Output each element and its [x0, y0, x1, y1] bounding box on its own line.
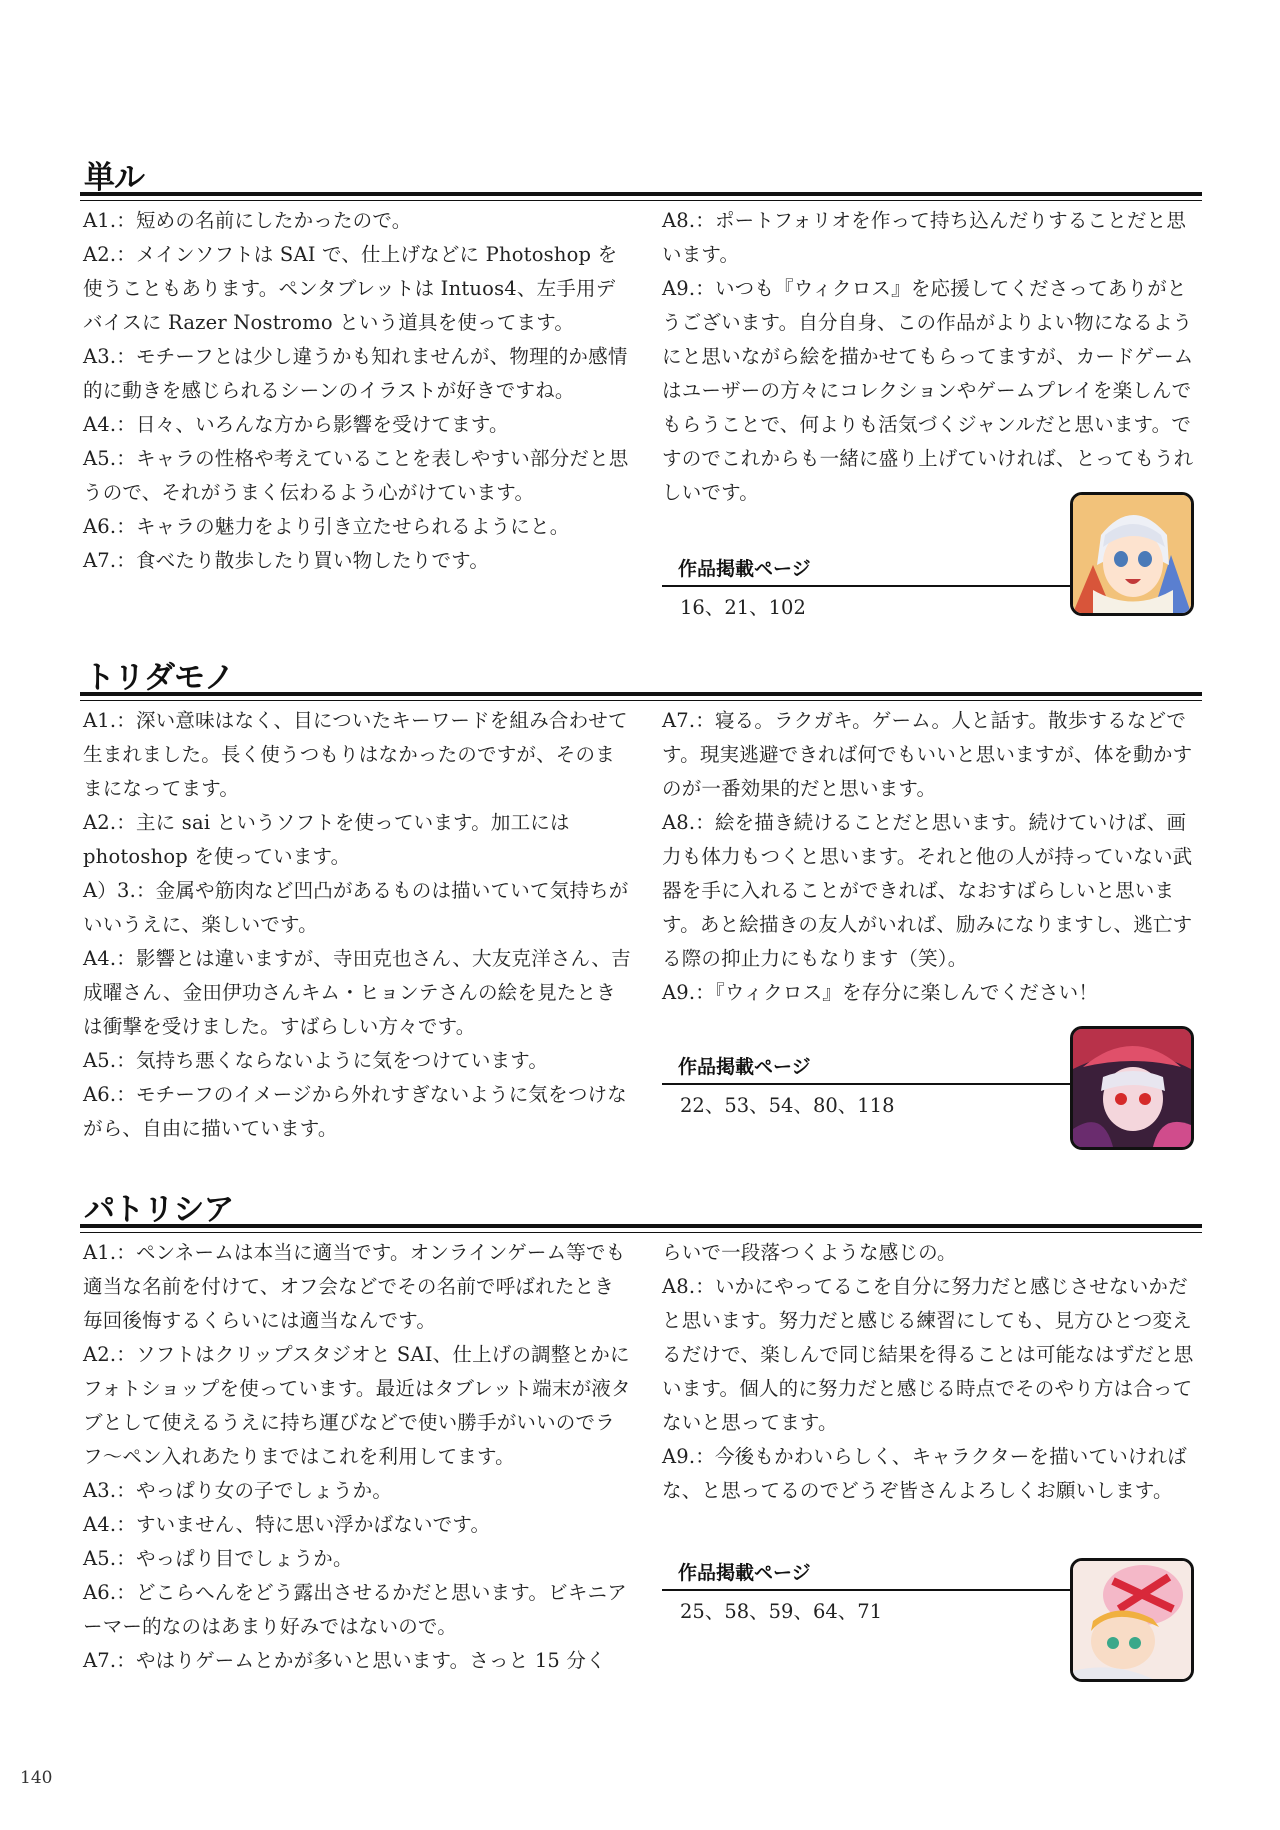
answer-a5: A5.：やっぱり目でしょうか。 — [83, 1547, 353, 1570]
published-pages-list: 16、21、102 — [680, 596, 806, 619]
published-pages-heading: 作品掲載ページ — [678, 1056, 811, 1078]
answers-left-column — [83, 1236, 631, 1678]
answer-a6: A6.：どこらへんをどう露出させるかだと思います。ビキニアーマー的なのはあまり好みではないので。 — [83, 1581, 627, 1638]
page-number: 140 — [20, 1768, 53, 1788]
published-pages-rule — [662, 585, 1082, 587]
answer-a2: A2.：主に sai というソフトを使っています。加工には photoshop を使っています。 — [83, 811, 570, 868]
published-pages-heading: 作品掲載ページ — [678, 1562, 811, 1584]
section-divider — [80, 692, 1202, 701]
answer-a6: A6.：モチーフのイメージから外れすぎないように気をつけながら、自由に描いています。 — [83, 1083, 627, 1140]
answer-a2: A2.：メインソフトは SAI で、仕上げなどに Photoshop を使うこともあります。ペンタブレットは Intuos4、左手用デバイスに Razer Nostromo という道具を使ってます。 — [83, 243, 618, 334]
answer-a1: A1.：深い意味はなく、目についたキーワードを組み合わせて生まれました。長く使うつもりはなかったのですが、そのままになってます。 — [83, 709, 628, 800]
answer-a8: A8.：絵を描き続けることだと思います。続けていけば、画力も体力もつくと思います。それと他の人が持っていない武器を手に入れることができれば、なおすばらしいと思います。あと絵描きの友人がいれば、励みになりますし、逃亡する際の抑止力にもなります（笑）。 — [662, 811, 1193, 970]
artist-thumbnail-image — [1070, 1026, 1194, 1150]
section-divider — [80, 1224, 1202, 1233]
answer-a3: A）3.：金属や筋肉など凹凸があるものは描いていて気持ちがいいうえに、楽しいです。 — [83, 879, 629, 936]
artist-name: トリダモノ — [84, 660, 234, 696]
answer-a3: A3.：やっぱり女の子でしょうか。 — [83, 1479, 393, 1502]
answer-a1: A1.：ペンネームは本当に適当です。オンラインゲーム等でも適当な名前を付けて、オフ会などでその名前で呼ばれたとき毎回後悔するくらいには適当なんです。 — [83, 1241, 626, 1332]
answer-a8: A8.：いかにやってるこを自分に努力だと感じさせないかだと思います。努力だと感じる練習にしても、見方ひとつ変えるだけで、楽しんで同じ結果を得ることは可能なはずだと思います。個人的に努力だと感じる時点でそのやり方は合ってないと思ってます。 — [662, 1275, 1194, 1434]
published-pages-list: 25、58、59、64、71 — [680, 1600, 883, 1623]
answer-a9: A9.：今後もかわいらしく、キャラクターを描いていければな、と思ってるのでどうぞ皆さんよろしくお願いします。 — [662, 1445, 1188, 1502]
answers-left-column — [83, 204, 631, 578]
answer-a4: A4.：日々、いろんな方から影響を受けてます。 — [83, 413, 509, 436]
artist-thumbnail-image — [1070, 492, 1194, 616]
published-pages-list: 22、53、54、80、118 — [680, 1094, 895, 1117]
answers-right-column — [662, 204, 1202, 510]
artist-section-patricia — [80, 1184, 1202, 1704]
artist-name: 単ル — [84, 160, 144, 196]
answer-a2: A2.：ソフトはクリップスタジオと SAI、仕上げの調整とかにフォトショップを使っています。最近はタブレット端末が液タブとして使えるうえに持ち運びなどで使い勝手がいいのでラフ～ペン入れあたりまではこれを利用してます。 — [83, 1343, 631, 1468]
answer-a9: A9.：いつも『ウィクロス』を応援してくださってありがとうございます。自分自身、この作品がよりよい物になるようにと思いながら絵を描かせてもらってますが、カードゲームはユーザーの方々にコレクションやゲームプレイを楽しんでもらうことで、何よりも活気づくジャンルだと思います。ですのでこれからも一緒に盛り上げていければ、とってもうれしいです。 — [662, 277, 1194, 504]
answer-a3: A3.：モチーフとは少し違うかも知れませんが、物理的か感情的に動きを感じられるシーンのイラストが好きですね。 — [83, 345, 628, 402]
artist-section-tanru — [80, 152, 1202, 632]
answers-left-column — [83, 704, 631, 1146]
answer-a4: A4.：影響とは違いますが、寺田克也さん、大友克洋さん、吉成曜さん、金田伊功さんキム・ヒョンテさんの絵を見たときは衝撃を受けました。すばらしい方々です。 — [83, 947, 631, 1038]
answers-right-column — [662, 704, 1202, 1010]
answer-a5: A5.：キャラの性格や考えていることを表しやすい部分だと思うので、それがうまく伝わるよう心がけています。 — [83, 447, 629, 504]
answer-a4: A4.：すいません、特に思い浮かばないです。 — [83, 1513, 491, 1536]
published-pages-rule — [662, 1589, 1082, 1591]
answer-a8: A8.：ポートフォリオを作って持ち込んだりすることだと思います。 — [662, 209, 1187, 266]
answer-a9: A9.：『ウィクロス』を存分に楽しんでください！ — [662, 981, 1099, 1004]
published-pages-rule — [662, 1083, 1082, 1085]
answer-a7: A7.：食べたり散歩したり買い物したりです。 — [83, 549, 490, 572]
answer-a7: A7.：やはりゲームとかが多いと思います。さっと 15 分く — [83, 1649, 606, 1672]
artist-name: パトリシア — [84, 1192, 234, 1228]
answer-a1: A1.：短めの名前にしたかったので。 — [83, 209, 412, 232]
answer-a7-continued: らいで一段落つくような感じの。 — [662, 1241, 957, 1264]
answer-a5: A5.：気持ち悪くならないように気をつけています。 — [83, 1049, 549, 1072]
answer-a6: A6.：キャラの魅力をより引き立たせられるようにと。 — [83, 515, 570, 538]
answers-right-column — [662, 1236, 1202, 1508]
artist-thumbnail-image — [1070, 1558, 1194, 1682]
artist-section-toridamono — [80, 652, 1202, 1152]
published-pages-heading: 作品掲載ページ — [678, 558, 811, 580]
answer-a7: A7.：寝る。ラクガキ。ゲーム。人と話す。散歩するなどです。現実逃避できれば何でもいいと思いますが、体を動かすのが一番効果的だと思います。 — [662, 709, 1193, 800]
section-divider — [80, 192, 1202, 201]
